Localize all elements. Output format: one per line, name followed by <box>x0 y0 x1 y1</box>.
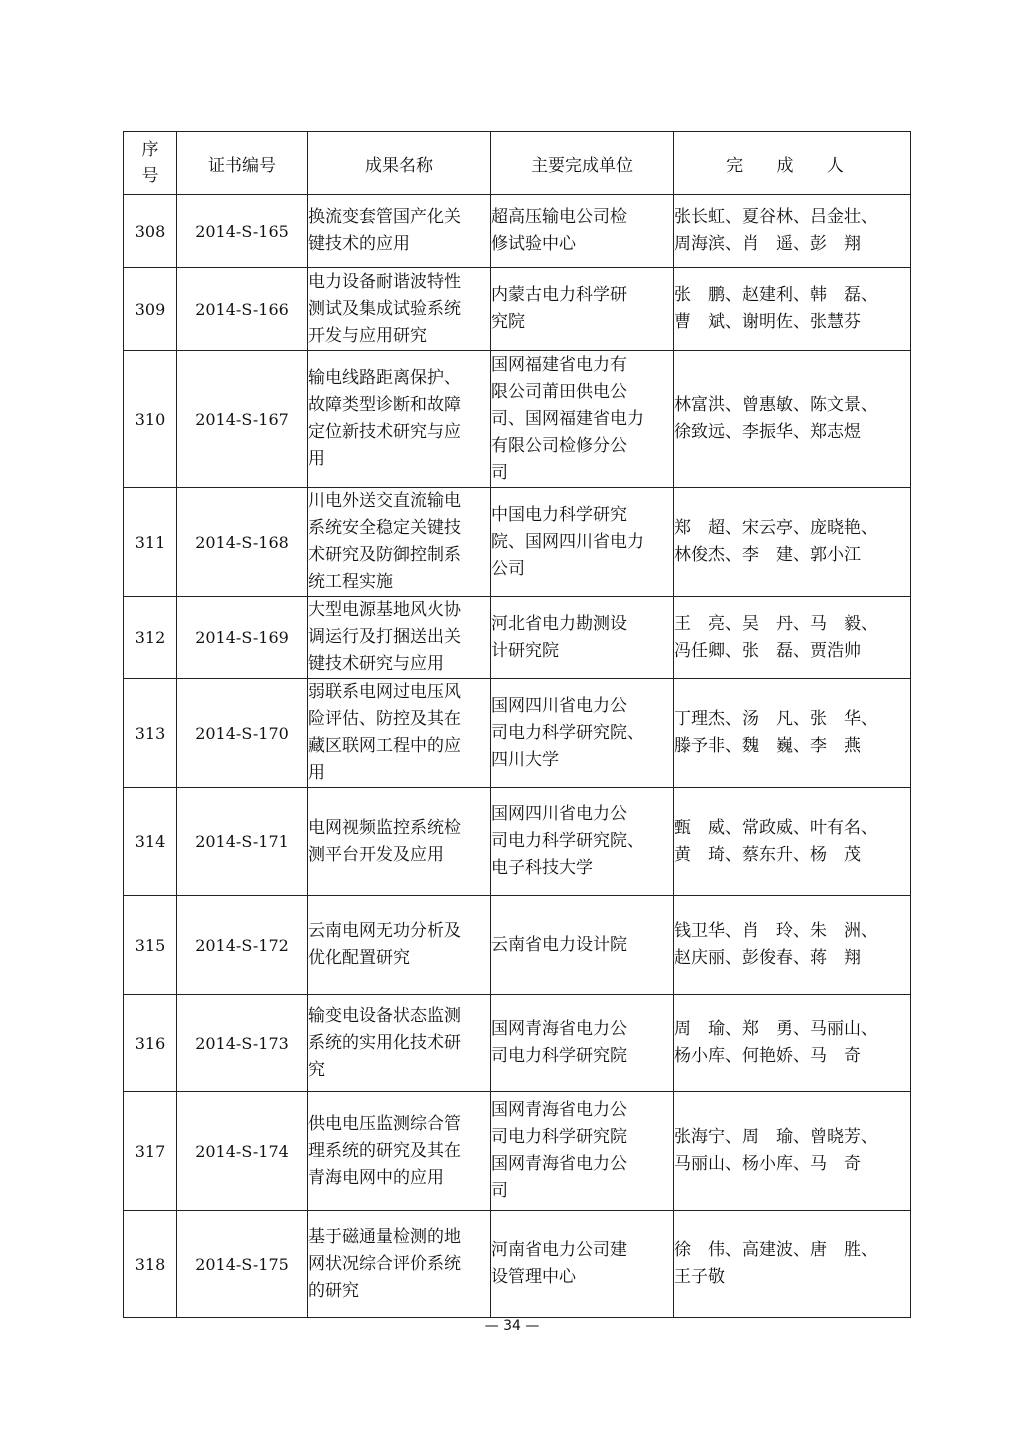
row-number: 314 <box>124 788 177 896</box>
completers: 张 鹏、赵建利、韩 磊、 曹 斌、谢明佐、张慧芬 <box>674 268 911 351</box>
table-row <box>124 597 911 679</box>
completing-unit: 国网青海省电力公 司电力科学研究院 <box>491 995 674 1092</box>
row-number: 316 <box>124 995 177 1092</box>
row-number: 318 <box>124 1211 177 1318</box>
completers: 张长虹、夏谷林、吕金壮、 周海滨、肖 遥、彭 翔 <box>674 195 911 268</box>
header-unit: 主要完成单位 <box>491 132 674 195</box>
table-row <box>124 195 911 268</box>
certificate-number: 2014-S-169 <box>177 597 308 679</box>
certificate-number: 2014-S-168 <box>177 488 308 597</box>
row-number: 317 <box>124 1092 177 1211</box>
completing-unit: 国网福建省电力有 限公司莆田供电公 司、国网福建省电力 有限公司检修分公 司 <box>491 351 674 488</box>
completers: 张海宁、周 瑜、曾晓芳、 马丽山、杨小库、马 奇 <box>674 1092 911 1211</box>
completers: 甄 威、常政威、叶有名、 黄 琦、蔡东升、杨 茂 <box>674 788 911 896</box>
certificate-number: 2014-S-175 <box>177 1211 308 1318</box>
completing-unit: 中国电力科学研究 院、国网四川省电力 公司 <box>491 488 674 597</box>
achievement-name: 输电线路距离保护、 故障类型诊断和故障 定位新技术研究与应 用 <box>308 351 491 488</box>
achievement-name: 弱联系电网过电压风 险评估、防控及其在 藏区联网工程中的应 用 <box>308 679 491 788</box>
certificate-number: 2014-S-167 <box>177 351 308 488</box>
completing-unit: 国网青海省电力公 司电力科学研究院 国网青海省电力公 司 <box>491 1092 674 1211</box>
row-number: 315 <box>124 896 177 995</box>
table-row <box>124 1092 911 1211</box>
certificate-number: 2014-S-165 <box>177 195 308 268</box>
row-number: 311 <box>124 488 177 597</box>
table-row <box>124 788 911 896</box>
table-row <box>124 995 911 1092</box>
row-number: 313 <box>124 679 177 788</box>
certificate-number: 2014-S-172 <box>177 896 308 995</box>
table-row <box>124 1211 911 1318</box>
achievement-name: 云南电网无功分析及 优化配置研究 <box>308 896 491 995</box>
table-row <box>124 351 911 488</box>
completers: 郑 超、宋云亭、庞晓艳、 林俊杰、李 建、郭小江 <box>674 488 911 597</box>
completing-unit: 河北省电力勘测设 计研究院 <box>491 597 674 679</box>
row-number: 309 <box>124 268 177 351</box>
row-number: 312 <box>124 597 177 679</box>
certificate-number: 2014-S-174 <box>177 1092 308 1211</box>
completers: 钱卫华、肖 玲、朱 洲、 赵庆丽、彭俊春、蒋 翔 <box>674 896 911 995</box>
completing-unit: 云南省电力设计院 <box>491 896 674 995</box>
certificate-number: 2014-S-173 <box>177 995 308 1092</box>
completers: 林富洪、曾惠敏、陈文景、 徐致远、李振华、郑志煜 <box>674 351 911 488</box>
row-number: 310 <box>124 351 177 488</box>
awards-table <box>123 131 911 1318</box>
certificate-number: 2014-S-171 <box>177 788 308 896</box>
completing-unit: 国网四川省电力公 司电力科学研究院、 四川大学 <box>491 679 674 788</box>
completers: 王 亮、吴 丹、马 毅、 冯任卿、张 磊、贾浩帅 <box>674 597 911 679</box>
completing-unit: 河南省电力公司建 设管理中心 <box>491 1211 674 1318</box>
completers: 周 瑜、郑 勇、马丽山、 杨小库、何艳娇、马 奇 <box>674 995 911 1092</box>
header-people: 完 成 人 <box>674 132 911 195</box>
completers: 徐 伟、高建波、唐 胜、 王子敬 <box>674 1211 911 1318</box>
completing-unit: 内蒙古电力科学研 究院 <box>491 268 674 351</box>
completing-unit: 国网四川省电力公 司电力科学研究院、 电子科技大学 <box>491 788 674 896</box>
achievement-name: 川电外送交直流输电 系统安全稳定关键技 术研究及防御控制系 统工程实施 <box>308 488 491 597</box>
table-row <box>124 488 911 597</box>
achievement-name: 电力设备耐谐波特性 测试及集成试验系统 开发与应用研究 <box>308 268 491 351</box>
table-row <box>124 679 911 788</box>
achievement-name: 大型电源基地风火协 调运行及打捆送出关 键技术研究与应用 <box>308 597 491 679</box>
certificate-number: 2014-S-170 <box>177 679 308 788</box>
achievement-name: 电网视频监控系统检 测平台开发及应用 <box>308 788 491 896</box>
page-number: — 34 — <box>484 1318 540 1334</box>
header-cert: 证书编号 <box>177 132 308 195</box>
achievement-name: 换流变套管国产化关 键技术的应用 <box>308 195 491 268</box>
completing-unit: 超高压输电公司检 修试验中心 <box>491 195 674 268</box>
row-number: 308 <box>124 195 177 268</box>
table-row <box>124 268 911 351</box>
achievement-name: 供电电压监测综合管 理系统的研究及其在 青海电网中的应用 <box>308 1092 491 1211</box>
header-name: 成果名称 <box>308 132 491 195</box>
table-row <box>124 896 911 995</box>
completers: 丁理杰、汤 凡、张 华、 滕予非、魏 巍、李 燕 <box>674 679 911 788</box>
achievement-name: 输变电设备状态监测 系统的实用化技术研 究 <box>308 995 491 1092</box>
certificate-number: 2014-S-166 <box>177 268 308 351</box>
header-row <box>124 132 911 195</box>
header-seq: 序 号 <box>124 132 177 195</box>
achievement-name: 基于磁通量检测的地 网状况综合评价系统 的研究 <box>308 1211 491 1318</box>
